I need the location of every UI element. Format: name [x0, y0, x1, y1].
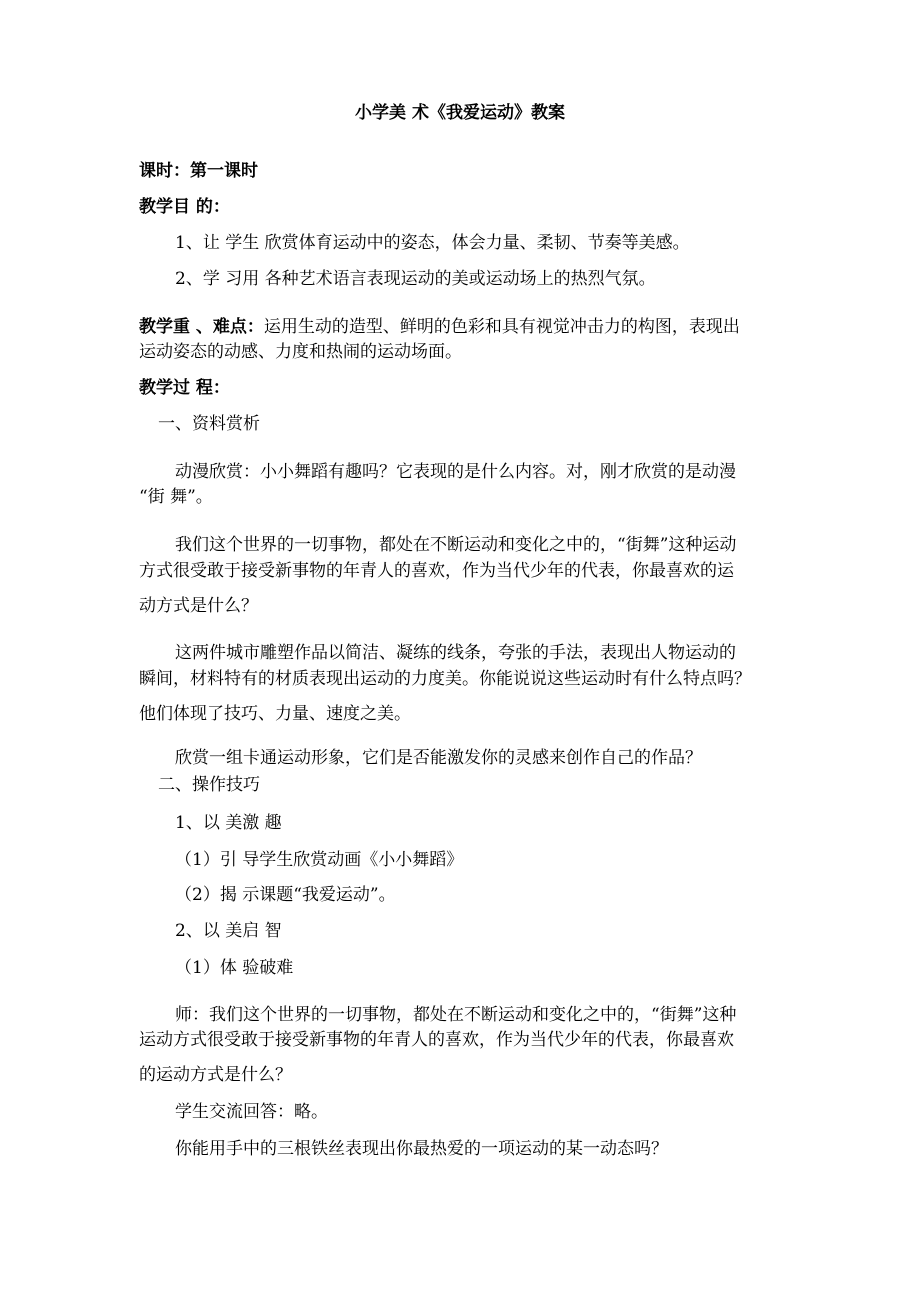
paragraph-line: 你能用手中的三根铁丝表现出你最热爱的一项运动的某一动态吗？	[175, 1139, 668, 1159]
paragraph-line: 欣赏一组卡通运动形象，它们是否能激发你的灵感来创作自己的作品？	[175, 748, 702, 768]
objective-item: 1、让 学生 欣赏体育运动中的姿态，体会力量、柔韧、节奏等美感。	[175, 233, 690, 253]
paragraph-line: 动方式是什么？	[139, 596, 258, 616]
list-item: 1、以 美激 趣	[175, 813, 282, 833]
class-hour	[139, 161, 258, 181]
class-hour-label: 课时：	[139, 161, 190, 181]
paragraph-line: 运动方式很受敢于接受新事物的年青人的喜欢，作为当代少年的代表，你最喜欢	[139, 1030, 734, 1050]
keypoints-text: 运动姿态的动感、力度和热闹的运动场面。	[139, 342, 462, 362]
keypoints-paragraph	[139, 317, 740, 337]
paragraph-line: 这两件城市雕塑作品以简洁、凝练的线条，夸张的手法，表现出人物运动的	[175, 643, 736, 663]
paragraph-line: 瞬间，材料特有的材质表现出运动的力度美。你能说说这些运动时有什么特点吗？	[139, 669, 751, 689]
keypoints-text: 运用生动的造型、鲜明的色彩和具有视觉冲击力的构图，表现出	[263, 317, 740, 337]
list-item: （2）揭 示课题“我爱运动”。	[175, 885, 396, 905]
section-heading: 二、操作技巧	[158, 775, 260, 795]
paragraph-line: 他们体现了技巧、力量、速度之美。	[139, 704, 411, 724]
paragraph-line: 师：我们这个世界的一切事物，都处在不断运动和变化之中的，“街舞”这种	[175, 1005, 737, 1025]
objective-item: 2、学 习用 各种艺术语言表现运动的美或运动场上的热烈气氛。	[175, 269, 656, 289]
paragraph-line: 我们这个世界的一切事物，都处在不断运动和变化之中的，“街舞”这种运动	[175, 535, 737, 555]
list-item: （1）引 导学生欣赏动画《小小舞蹈》	[175, 850, 464, 870]
list-item: （1）体 验破难	[175, 958, 294, 978]
paragraph-line: “街 舞”。	[139, 487, 213, 507]
keypoints-label: 教学重 、难点：	[139, 317, 264, 337]
paragraph-line: 方式很受敢于接受新事物的年青人的喜欢，作为当代少年的代表，你最喜欢的运	[139, 561, 734, 581]
objectives-heading: 教学目 的：	[139, 197, 230, 217]
list-item: 2、以 美启 智	[175, 921, 282, 941]
page-title: 小学美 术《我爱运动》教案	[355, 103, 565, 123]
process-heading: 教学过 程：	[139, 378, 230, 398]
section-heading: 一、资料赏析	[158, 414, 260, 434]
paragraph-line: 学生交流回答：略。	[175, 1102, 328, 1122]
paragraph-line: 的运动方式是什么？	[139, 1065, 292, 1085]
class-hour-value: 第一课时	[190, 161, 258, 181]
paragraph-line: 动漫欣赏：小小舞蹈有趣吗？它表现的是什么内容。对，刚才欣赏的是动漫	[175, 462, 736, 482]
